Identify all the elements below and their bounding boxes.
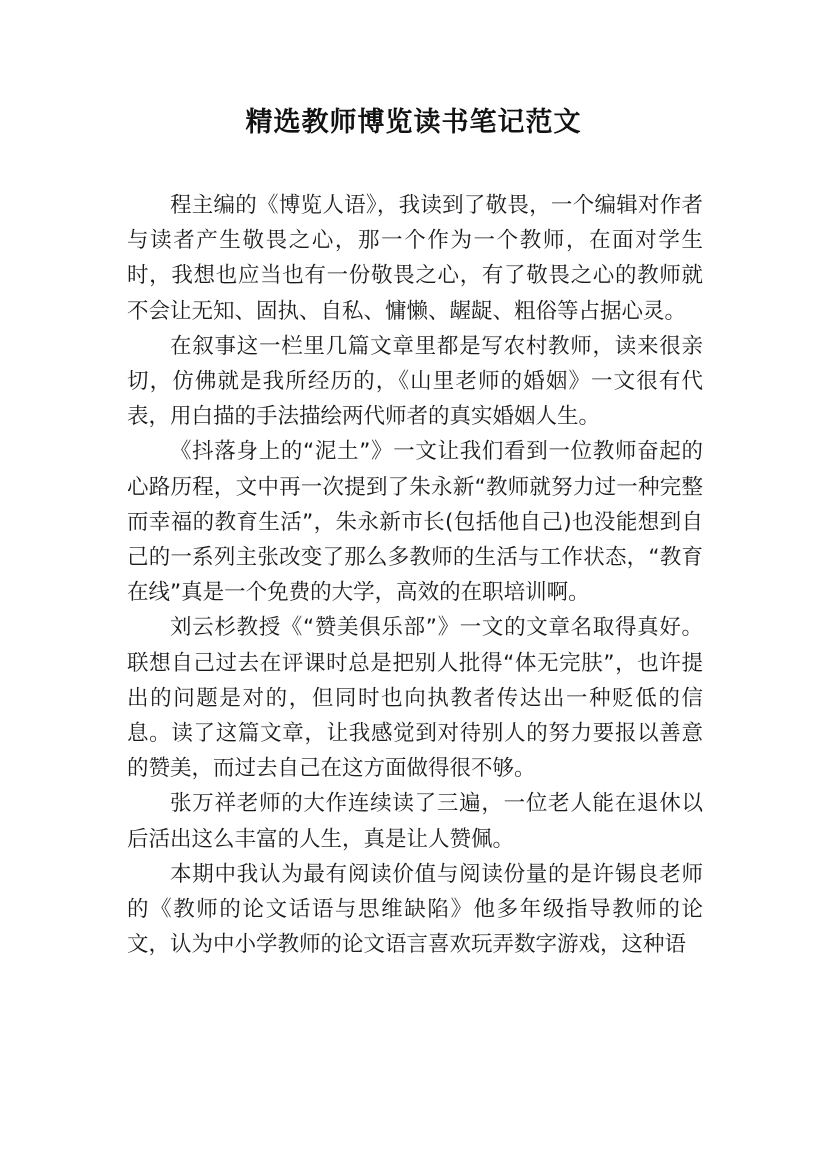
paragraph: 本期中我认为最有阅读价值与阅读份量的是许锡良老师的《教师的论文话语与思维缺陷》他多年级指导教师的论文，认为中小学教师的论文语言喜欢玩弄数字游戏，这种语 bbox=[127, 861, 703, 958]
paragraph: 程主编的《博览人语》，我读到了敬畏，一个编辑对作者与读者产生敬畏之心，那一个作为一个教师，在面对学生时，我想也应当也有一份敬畏之心，有了敬畏之心的教师就不会让无知、固执、自私、慵懒、龌龊、粗俗等占据心灵。 bbox=[127, 193, 703, 324]
paragraph: 在叙事这一栏里几篇文章里都是写农村教师，读来很亲切，仿佛就是我所经历的，《山里老师的婚姻》一文很有代表，用白描的手法描绘两代师者的真实婚姻人生。 bbox=[127, 333, 703, 430]
document-title: 精选教师博览读书笔记范文 bbox=[245, 107, 582, 138]
paragraph: 《抖落身上的“泥土”》一文让我们看到一位教师奋起的心路历程，文中再一次提到了朱永新“教师就努力过一种完整而幸福的教育生活”，朱永新市长(包括他自己)也没能想到自己的一系列主张改变了那么多教师的生活与工作状态，“教育在线”真是一个免费的大学，高效的在职培训啊。 bbox=[127, 439, 703, 606]
document-body bbox=[127, 188, 703, 962]
paragraph: 刘云杉教授《“赞美俱乐部”》一文的文章名取得真好。联想自己过去在评课时总是把别人批得“体无完肤”，也许提出的问题是对的，但同时也向执教者传达出一种贬低的信息。读了这篇文章，让我感觉到对待别人的努力要报以善意的赞美，而过去自己在这方面做得很不够。 bbox=[127, 615, 703, 782]
paragraph: 张万祥老师的大作连续读了三遍，一位老人能在退休以后活出这么丰富的人生，真是让人赞佩。 bbox=[127, 791, 703, 852]
